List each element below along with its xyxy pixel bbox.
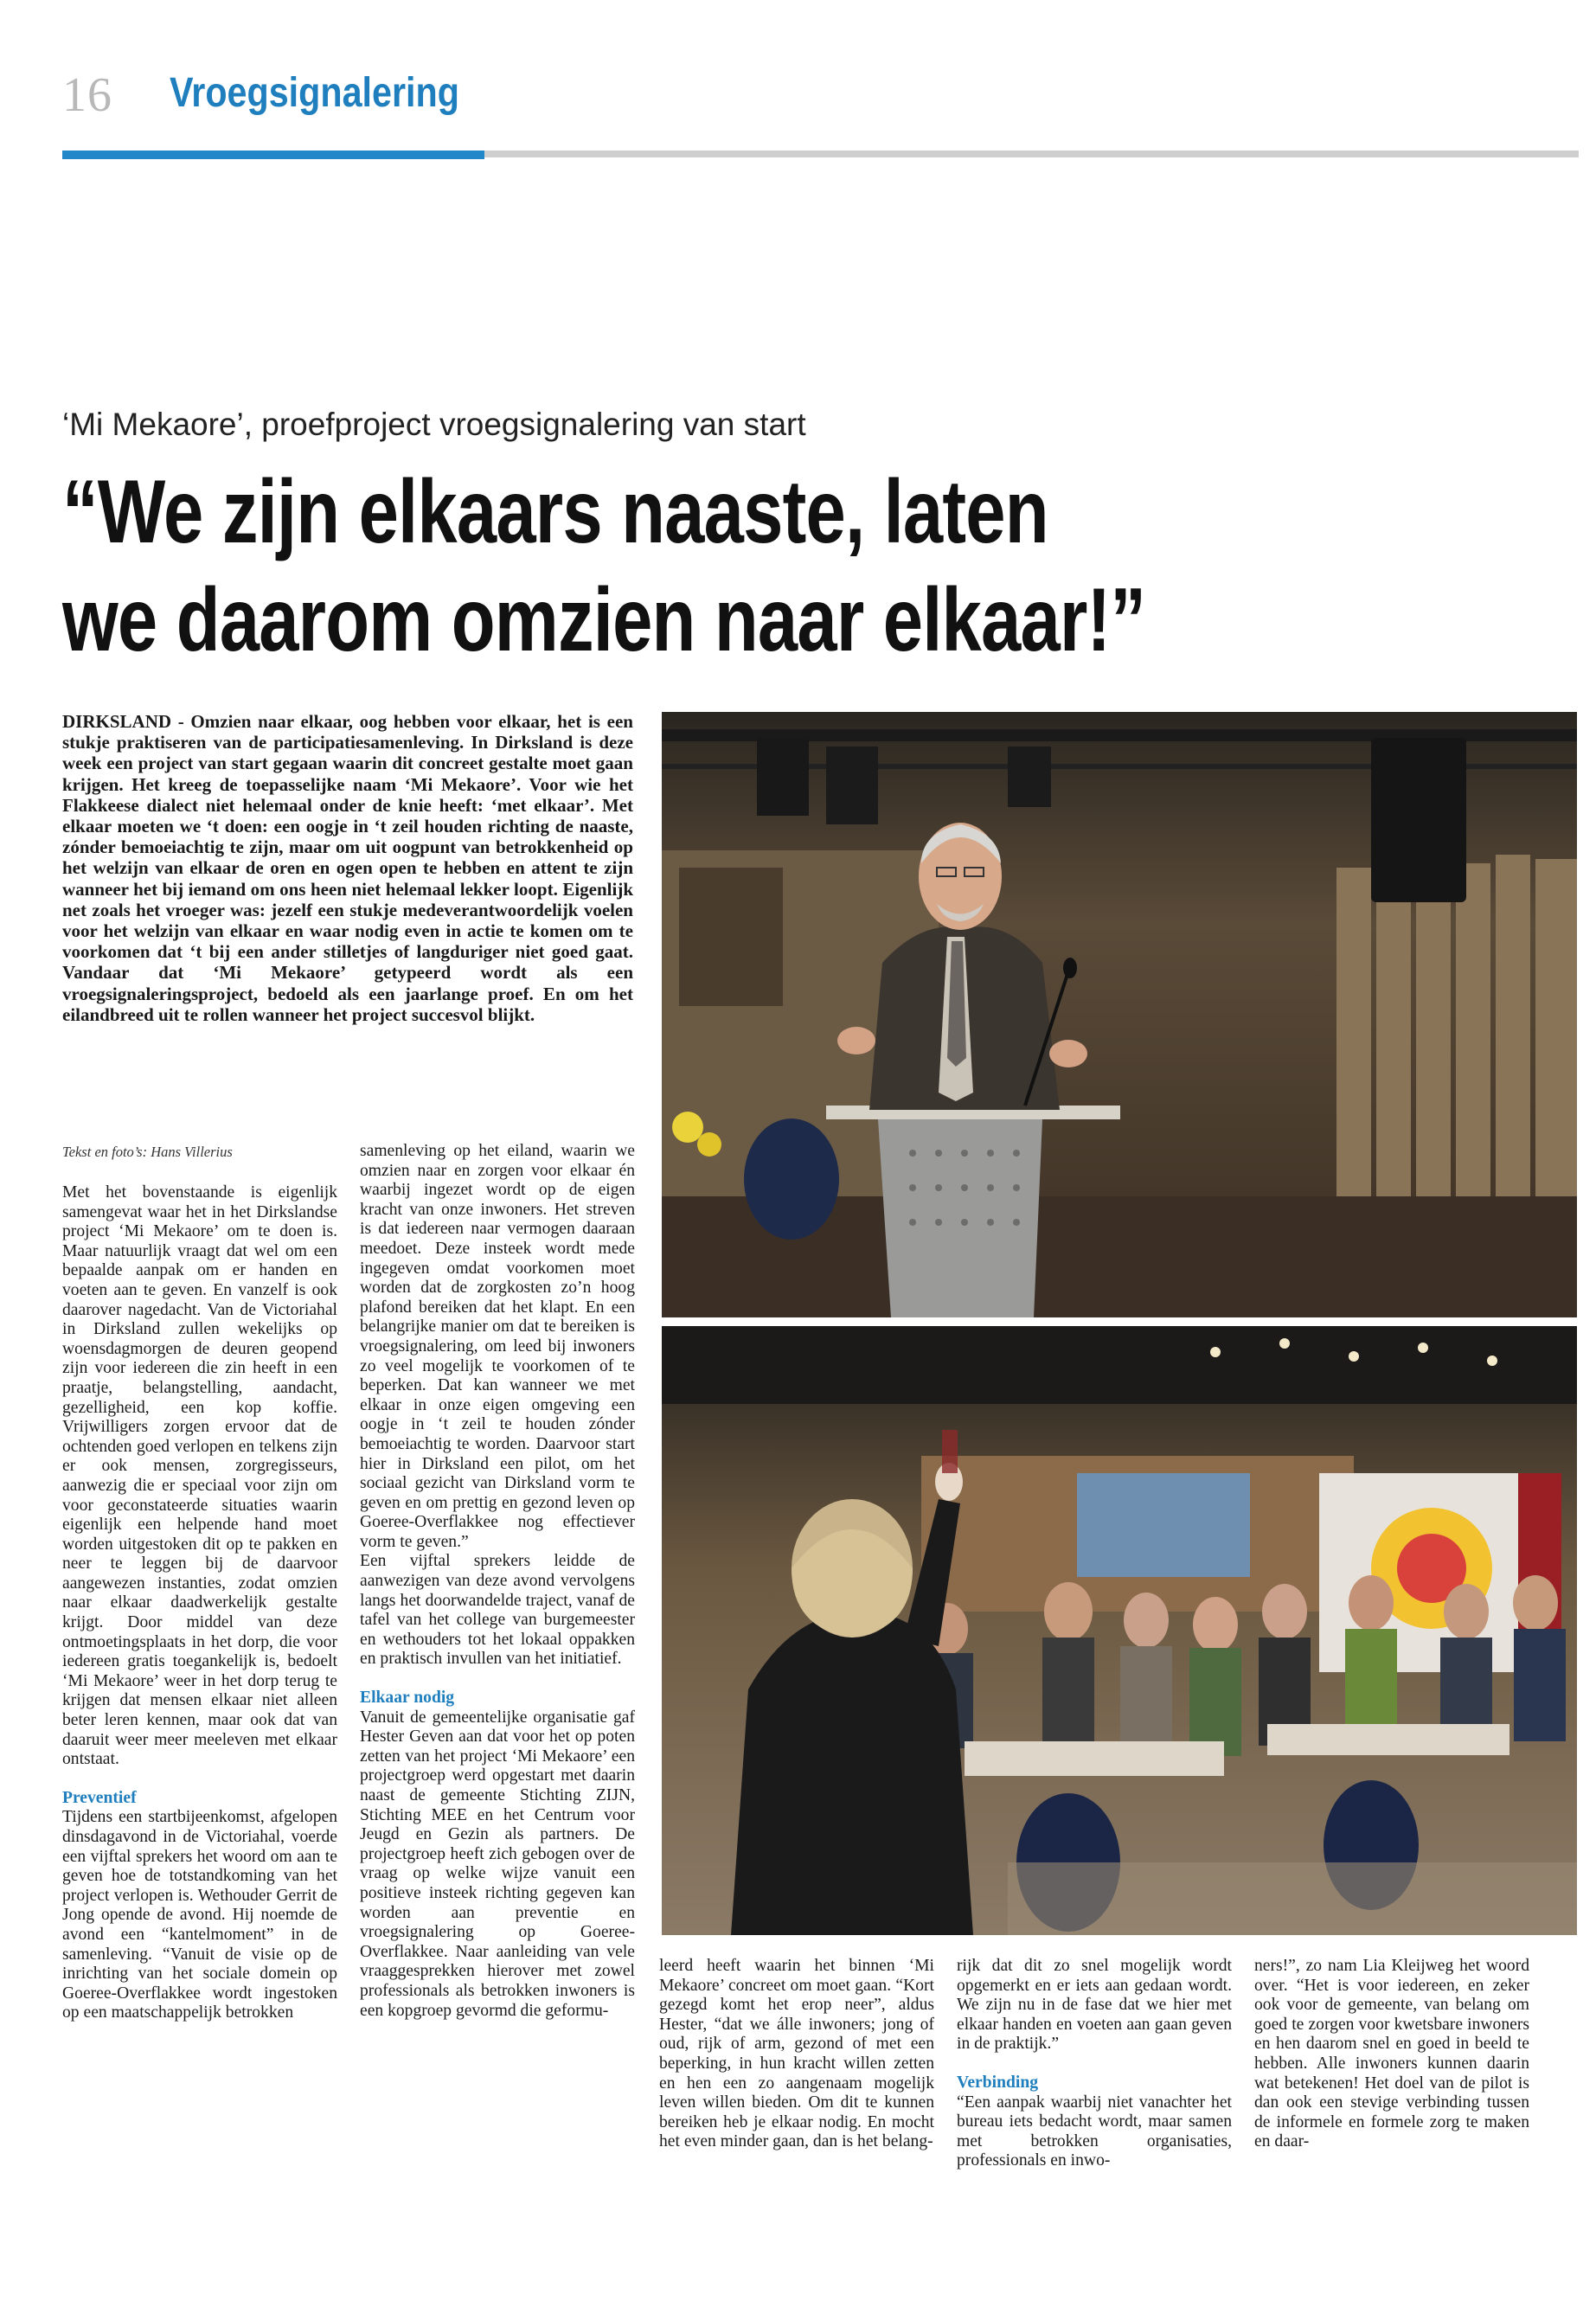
article-column-4 [957,1957,1232,2171]
article-column-2 [360,1142,635,2021]
article-lead: DIRKSLAND - Omzien naar elkaar, oog hebben voor elkaar, het is een stukje praktiseren van de participatiesamenleving. In Dirksland is deze week een project van start gegaan waarin dit concreet gestalte moet gaan krijgen. Het kreeg de toepasselijke naam ‘Mi Mekaore’. Voor wie het Flakkeese dialect niet helemaal onder de knie heeft: ‘met elkaar’. Met elkaar moeten we ‘t doen: een oogje in ‘t zeil houden richting de naaste, zónder bemoeiachtig te zijn, maar om uit oogpunt van betrokkenheid op het welzijn van elkaar de oren en ogen open te hebben en attent te zijn wanneer het bij iemand om ons heen niet helemaal lekker loopt. Eigenlijk net zoals het vroeger was: jezelf een stukje medeverantwoordelijk voelen voor het welzijn van elkaar en waar nodig even in actie te komen om te voorkomen dat ‘t bij een ander stilletjes of langduriger niet goed gaat. Vandaar dat ‘Mi Mekaore’ getypeerd wordt als een vroegsignaleringsproject, bedoeld als een jaarlange proef. En om het eilandbreed uit te rollen wanneer het project succesvol blijkt. [62,711,633,1025]
article-column-5 [1254,1957,1529,2152]
paragraph: leerd heeft waarin het binnen ‘Mi Mekaore’ concreet om moet gaan. “Kort gezegd komt het erop neer”, aldus Hester, “dat we álle inwoners; jong of oud, rijk of arm, gezond of met een beperking, in hun kracht willen zetten en hen een zo aangenaam mogelijk leven willen bieden. Om dit te kunnen bereiken heb je elkaar nodig. En mocht het even minder gaan, dan is het belang- [659,1957,934,2151]
paragraph: rijk dat dit zo snel mogelijk wordt opgemerkt en er iets aan gedaan wordt. We zijn nu in de fase dat we hier met elkaar handen en voeten aan gaan geven in de praktijk.” [957,1957,1232,2054]
paragraph: Met het bovenstaande is eigenlijk samengevat waar het in het Dirkslandse project ‘Mi Mekaore’ om te doen is. Maar natuurlijk vraagt dat wel om een bepaalde aanpak om er handen en voeten aan te geven. En vanzelf is ook daarover nagedacht. Van de Victoriahal in Dirksland zullen wekelijks op woensdagmorgen de deuren geopend zijn voor iedereen die zin heeft in een praatje, belangstelling, aandacht, gezelligheid, een kop koffie. Vrijwilligers zorgen ervoor dat de ochtenden goed verlopen en telkens zijn er ook mensen, zorgregisseurs, aanwezig die er speciaal voor zijn om voor geconstateerde situaties waarin eigenlijk een helpende hand moet worden uitgestoken dit op te pakken en neer te leggen bij de daarvoor aangewezen instanties, zodat omzien naar elkaar daadwerkelijk gestalte krijgt. Door middel van deze ontmoetingsplaats in het dorp, die voor iedereen gratis toegankelijk is, bedoelt ‘Mi Mekaore’ weer in het dorp terug te krijgen dat mensen elkaar niet alleen beter leren kennen, maar ook dat van daaruit weer meer meeleven met elkaar ontstaat. [62,1183,337,1769]
subheading-elkaar-nodig: Elkaar nodig [360,1689,455,1708]
headline-line-1: “We zijn elkaars naaste, laten [62,462,1048,562]
paragraph: samenleving op het eiland, waarin we omzien naar en zorgen voor elkaar én waarbij ingezet wordt op de eigen kracht van onze inwoners. Het streven is dat iedereen naar vermogen daaraan meedoet. Deze insteek wordt mede ingegeven omdat voorkomen moet worden dat de zorgkosten zo’n hoog plafond bereiken dat het klapt. En een belangrijke manier om dat te bereiken is vroegsignalering, om leed bij inwoners zo veel mogelijk te voorkomen of te beperken. Dat kan wanneer we met elkaar in onze eigen omgeving een oogje in ‘t zeil te houden zónder bemoeiachtig te worden. Daarvoor start hier in Dirksland een pilot, om het sociaal gezicht van Dirksland vorm te geven en om prettig en gezond leven op Goeree-Overflakkee nog effectiever vorm te geven.” [360,1142,635,1551]
paragraph: Vanuit de gemeentelijke organisatie gaf Hester Geven aan dat voor het op poten zetten van het project ‘Mi Mekaore’ een projectgroep werd opgestart met daarin naast de gemeente Stichting ZIJN, Stichting MEE en het Centrum voor Jeugd en Gezin als partners. De projectgroep heeft zich gebogen over de vraag op welke wijze vanuit een positieve insteek richting gegeven kan worden aan preventie en vroegsignalering op Goeree-Overflakkee. Naar aanleiding van vele vraaggesprekken hierover met zowel professionals als betrokken inwoners is een kopgroep gevormd die geformu- [360,1708,635,2020]
header-accent-rule [62,151,484,159]
toast-photo-illustration [662,1326,1577,1935]
headline-line-2: we daarom omzien naar elkaar!” [62,569,1146,670]
article-column-3 [659,1957,934,2152]
article-headline [62,458,1145,675]
photo-speaker-at-lectern [662,712,1577,1317]
paragraph: ners!”, zo nam Lia Kleijweg het woord over. “Het is voor iedereen, en zeker ook voor de gemeente, van belang om goed te zorgen voor kwetsbare inwoners en hen daarom snel en goed in beeld te hebben. Alle inwoners kunnen daarin wat betekenen! Het doel van de pilot is dan ook een stevige verbinding tussen de informele en formele zorg te maken en daar- [1254,1957,1529,2151]
section-title: Vroegsignalering [170,70,459,116]
paragraph: Een vijftal sprekers leidde de aanwezigen van deze avond vervolgens langs het doorwandelde traject, vanaf de tafel van het college van burgemeester en wethouders tot het lokaal oppakken en praktisch invullen van het initiatief. [360,1552,635,1669]
page-number: 16 [62,68,112,122]
subheading-verbinding: Verbinding [957,2073,1039,2092]
article-kicker: ‘Mi Mekaore’, proefproject vroegsignalering van start [62,407,806,442]
paragraph: Tijdens een startbijeenkomst, afgelopen dinsdagavond in de Victoriahal, voerde een vijftal sprekers het woord om aan te geven hoe de totstandkoming van het project verlopen is. Wethouder Gerrit de Jong opende de avond. Hij noemde de avond een “kantelmoment” in de samenleving. “Vanuit de visie op de inrichting van het sociale domein op Goeree-Overflakkee wordt ingestoken op een maatschappelijk betrokken [62,1808,337,2022]
photo-toast-audience [662,1326,1577,1935]
speaker-photo-illustration [662,712,1577,1317]
paragraph: “Een aanpak waarbij niet vanachter het bureau iets bedacht wordt, maar samen met betrokken organisaties, professionals en inwo- [957,2093,1232,2170]
subheading-preventief: Preventief [62,1788,137,1807]
photo-credit: Tekst en foto’s: Hans Villerius [62,1144,233,1160]
article-column-1 [62,1183,337,2023]
